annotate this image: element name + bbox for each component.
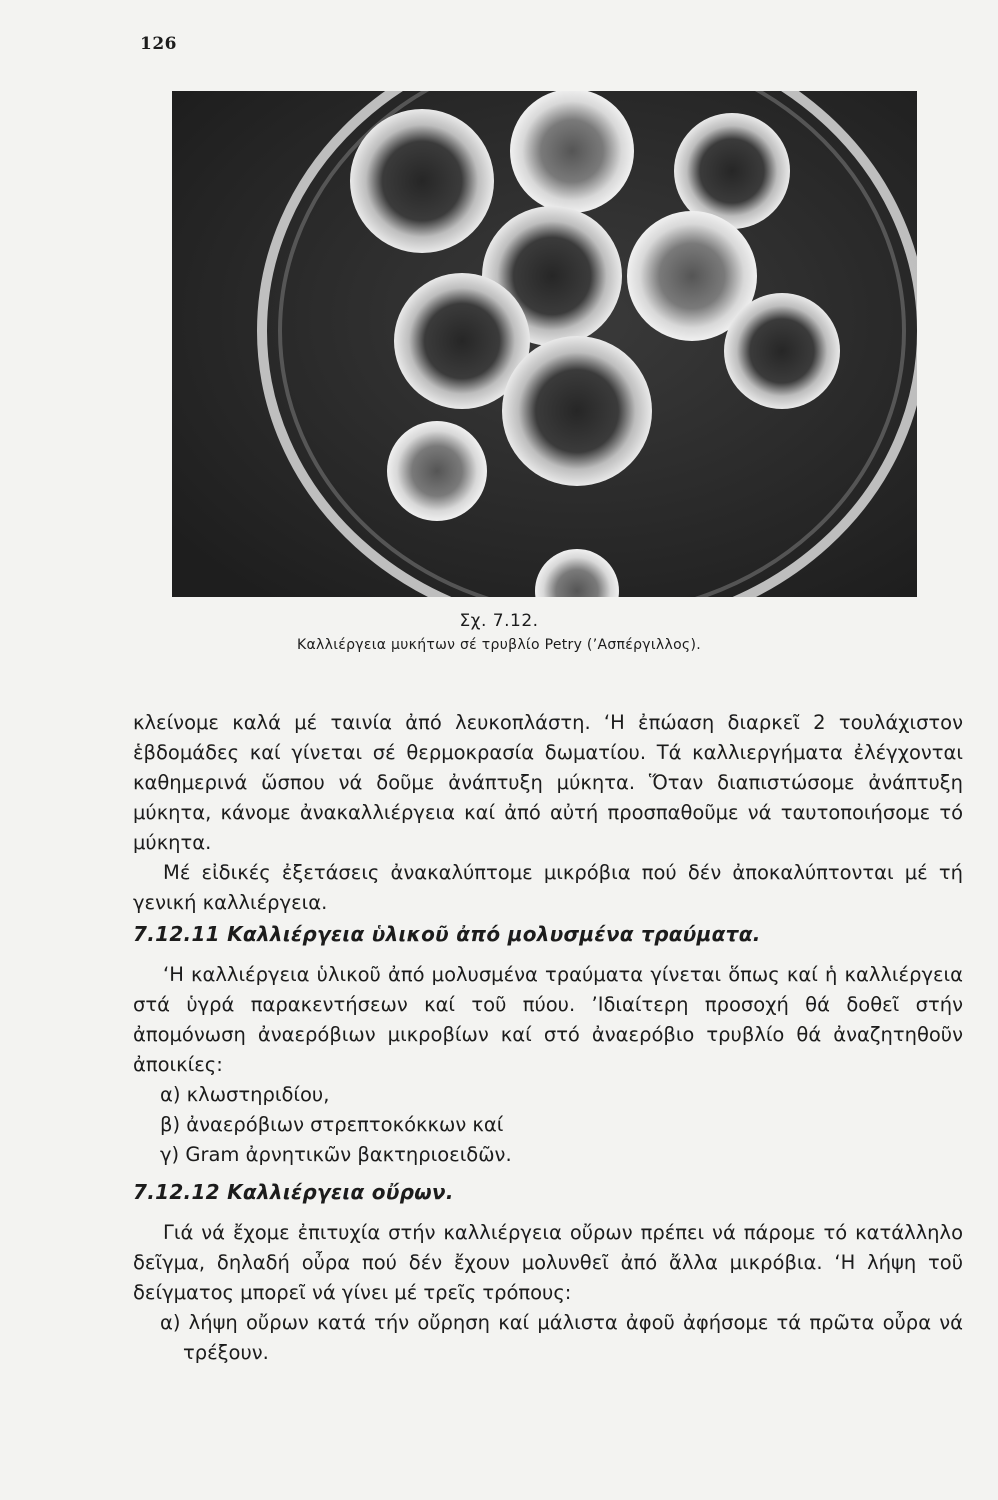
petri-dish-photo	[172, 91, 917, 597]
list-item: β) ἀναερόβιων στρεπτοκόκκων καί	[160, 1113, 504, 1136]
page-number: 126	[140, 34, 177, 54]
paragraph: κλείνομε καλά μέ ταινία ἀπό λευκοπλάστη. ‘Η ἐπώαση διαρκεῖ 2 τουλάχιστον ἑβδομάδες καί γίνεται σέ θερμοκρασία δωματίου. Τά καλλιεργήματα ἐλέγχονται καθημερινά ὥσπου νά δοῦμε ἀνάπτυξη μύκητα. Ὅταν διαπιστώσομε ἀνάπτυξη μύκητα, κάνομε ἀνακαλλιέργεια καί ἀπό αὐτή προσπαθοῦμε νά ταυτοποιήσομε τό μύκητα.	[133, 711, 963, 854]
section-heading: 7.12.12 Καλλιέργεια οὔρων.	[133, 1180, 454, 1204]
list-item: α) κλωστηριδίου,	[160, 1083, 330, 1106]
fungal-colony	[387, 421, 487, 521]
aspergillus-culture-image	[172, 91, 917, 597]
fungal-colony	[502, 336, 652, 486]
list-item: γ) Gram ἀρνητικῶν βακτηριοειδῶν.	[160, 1143, 512, 1166]
section-heading: 7.12.11 Καλλιέργεια ὑλικοῦ ἀπό μολυσμένα τραύματα.	[133, 922, 761, 946]
fungal-colony	[350, 109, 494, 253]
fungal-colony	[724, 293, 840, 409]
figure-label: Σχ. 7.12.	[459, 611, 539, 631]
fungal-colony	[510, 91, 634, 213]
body-text-continuation	[133, 708, 963, 918]
paragraph: ‘Η καλλιέργεια ὑλικοῦ ἀπό μολυσμένα τραύματα γίνεται ὅπως καί ἡ καλλιέργεια στά ὑγρά παρακεντήσεων καί τοῦ πύου. ’Ιδιαίτερη προσοχή θά δοθεῖ στήν ἀπομόνωση ἀναερόβιων μικροβίων καί στό ἀναερόβιο τρυβλίο θά ἀναζητηθοῦν ἀποικίες:	[133, 963, 963, 1076]
figure-caption: Καλλιέργεια μυκήτων σέ τρυβλίο Petry (’Ασπέργιλλος).	[297, 637, 701, 653]
section-body	[133, 960, 963, 1170]
list-item: α) λήψη οὔρων κατά τήν οὔρηση καί μάλιστα ἀφοῦ ἀφήσομε τά πρῶτα οὖρα νά τρέξουν.	[160, 1311, 963, 1364]
section-body	[133, 1218, 963, 1368]
paragraph: Γιά νά ἔχομε ἐπιτυχία στήν καλλιέργεια οὔρων πρέπει νά πάρομε τό κατάλληλο δεῖγμα, δηλαδή οὖρα πού δέν ἔχουν μολυνθεῖ ἀπό ἄλλα μικρόβια. ‘Η λήψη τοῦ δείγματος μπορεῖ νά γίνει μέ τρεῖς τρόπους:	[133, 1221, 963, 1304]
paragraph: Μέ εἰδικές ἐξετάσεις ἀνακαλύπτομε μικρόβια πού δέν ἀποκαλύπτονται μέ τή γενική καλλιέργεια.	[133, 861, 963, 914]
